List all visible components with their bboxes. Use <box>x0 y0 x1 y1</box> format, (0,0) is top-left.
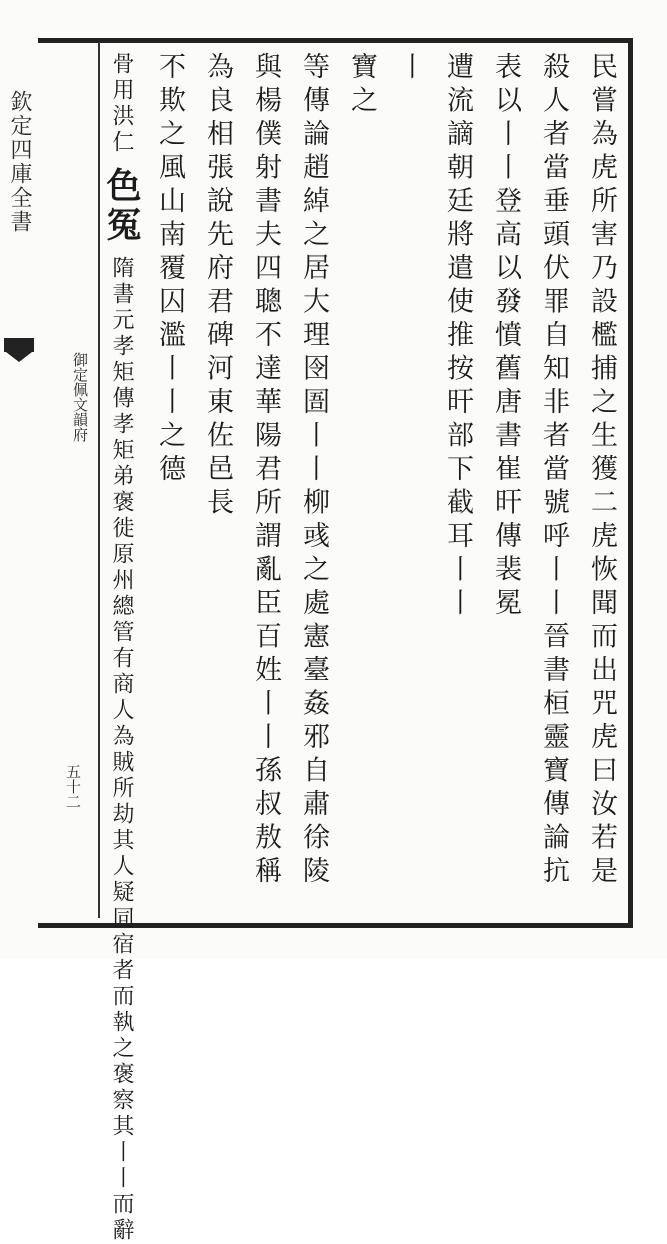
page-margin <box>0 40 89 920</box>
text-column: 等傳論趙綽之居大理囹圄丨丨柳彧之處憲臺姦邪自肅徐陵 <box>298 52 329 890</box>
text-column: 為良相張說先府君碑河東佐邑長 <box>202 52 233 521</box>
text-column: 遭流謫朝廷將遣使推按旰部下截耳丨丨 <box>442 52 473 622</box>
headword-note: 隋書元孝矩傳孝矩弟褒徙原州總管有商人為賊所劫其人疑同宿者而執之褒察其丨丨而辭 <box>109 256 134 1244</box>
text-column: 寶之 <box>346 52 377 119</box>
text-column: 表以丨丨登高以發憤舊唐書崔旰傳裴冕 <box>490 52 521 622</box>
text-column <box>101 44 144 1244</box>
text-fragment: 骨用洪仁 <box>109 52 134 156</box>
page-number: 五十二 <box>64 764 82 809</box>
text-column: 民嘗為虎所害乃設檻捕之生獲二虎恢聞而出咒虎曰汝若是 <box>586 52 617 890</box>
text-column: 不欺之風山南覆囚濫丨丨之德 <box>154 52 185 488</box>
headword: 色冤 <box>101 167 142 245</box>
text-columns <box>101 44 624 1244</box>
fish-tail-mark-icon <box>4 338 34 352</box>
book-title: 御定佩文韻府 <box>71 352 89 442</box>
text-column: 丨 <box>394 52 425 86</box>
spine-title: 欽定四庫全書 <box>7 90 32 234</box>
text-column: 殺人者當垂頭伏罪自知非者當號呼丨丨晉書桓靈寶傳論抗 <box>538 52 569 890</box>
text-column: 與楊僕射書夫四聰不達華陽君所謂亂臣百姓丨丨孫叔敖稱 <box>250 52 281 890</box>
